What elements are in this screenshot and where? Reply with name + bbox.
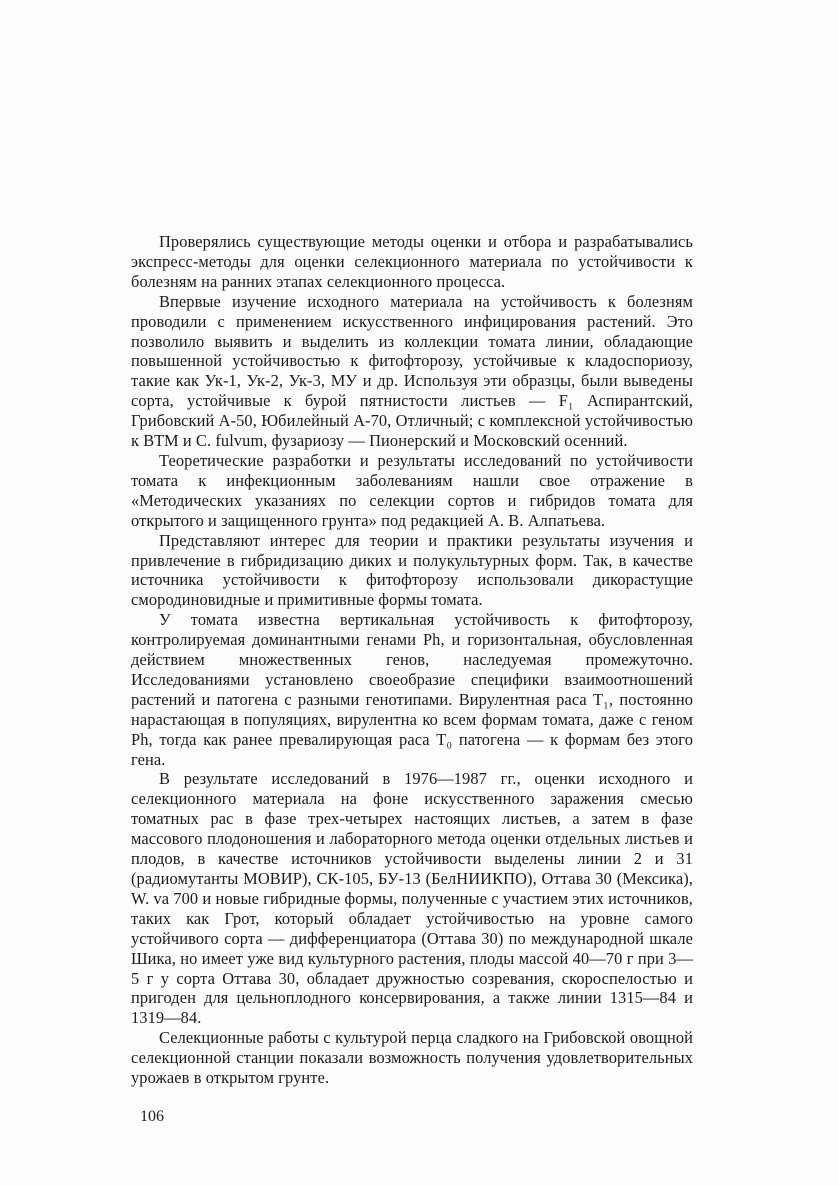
paragraph-1: Проверялись существующие методы оценки и отбора и разрабатывались экспресс-методы для оценки селекционного материала по устойчивости к болезням на ранних этапах селекционного процесса. [131, 232, 693, 291]
page-number: 106 [140, 1108, 164, 1125]
paragraph-3: Теоретические разработки и результаты исследований по устойчивости томата к инфекционным заболеваниям нашли свое отражение в «Методических указаниях по селекции сортов и гибридов томата для открытого и защищенного грунта» под редакцией А. В. Алпатьева. [131, 450, 693, 530]
paragraph-7: Селекционные работы с культурой перца сладкого на Грибовской овощной селекционной станции показали возможность получения удовлетворительных урожаев в открытом грунте. [131, 1028, 693, 1088]
paragraph-4: Представляют интерес для теории и практики результаты изучения и привлечение в гибридизацию диких и полукультурных форм. Так, в качестве источника устойчивости к фитофторозу использовали дикорастущие смородиновидные и примитивные формы томата. [131, 530, 693, 610]
body-text [131, 232, 693, 1088]
paragraph-2: Впервые изучение исходного материала на устойчивость к болезням проводили с применением искусственного инфицирования растений. Это позволило выявить и выделить из коллекции томата линии, обладающие повышенной устойчивостью к фитофторозу, устойчивые к кладоспориозу, такие как Ук-1, Ук-2, Ук-3, МУ и др. Используя эти образцы, были выведены сорта, устойчивые к бурой пятнистости листьев — F₁ Аспирантский, Грибовский А-50, Юбилейный А-70, Отличный; с комплексной устойчивостью к ВТМ и С. fulvum, фузариозу — Пионерский и Московский осенний. [131, 291, 693, 451]
paragraph-5: У томата известна вертикальная устойчивость к фитофторозу, контролируемая доминантными генами Ph, и горизонтальная, обусловленная действием множественных генов, наследуемая промежуточно. Исследованиями установлено своеобразие специфики взаимоотношений растений и патогена с разными генотипами. Вирулентная раса T₁, постоянно нарастающая в популяциях, вирулентна ко всем формам томата, даже с геном Ph, тогда как ранее превалирующая раса T₀ патогена — к формам без этого гена. [131, 610, 693, 769]
paragraph-6: В результате исследований в 1976—1987 гг., оценки исходного и селекционного материала на фоне искусственного заражения смесью томатных рас в фазе трех-четырех настоящих листьев, а затем в фазе массового плодоношения и лабораторного метода оценки отдельных листьев и плодов, в качестве источников устойчивости выделены линии 2 и 31 (радиомутанты МОВИР), СК-105, БУ-13 (БелНИИКПО), Оттава 30 (Мексика), W. va 700 и новые гибридные формы, полученные с участием этих источников, таких как Грот, который обладает устойчивостью на уровне самого устойчивого сорта — дифференциатора (Оттава 30) по международной шкале Шика, но имеет уже вид культурного растения, плоды массой 40—70 г при 3—5 г у сорта Оттава 30, обладает дружностью созревания, скороспелостью и пригоден для цельноплодного консервирования, а также линии 1315—84 и 1319—84. [131, 769, 693, 1028]
